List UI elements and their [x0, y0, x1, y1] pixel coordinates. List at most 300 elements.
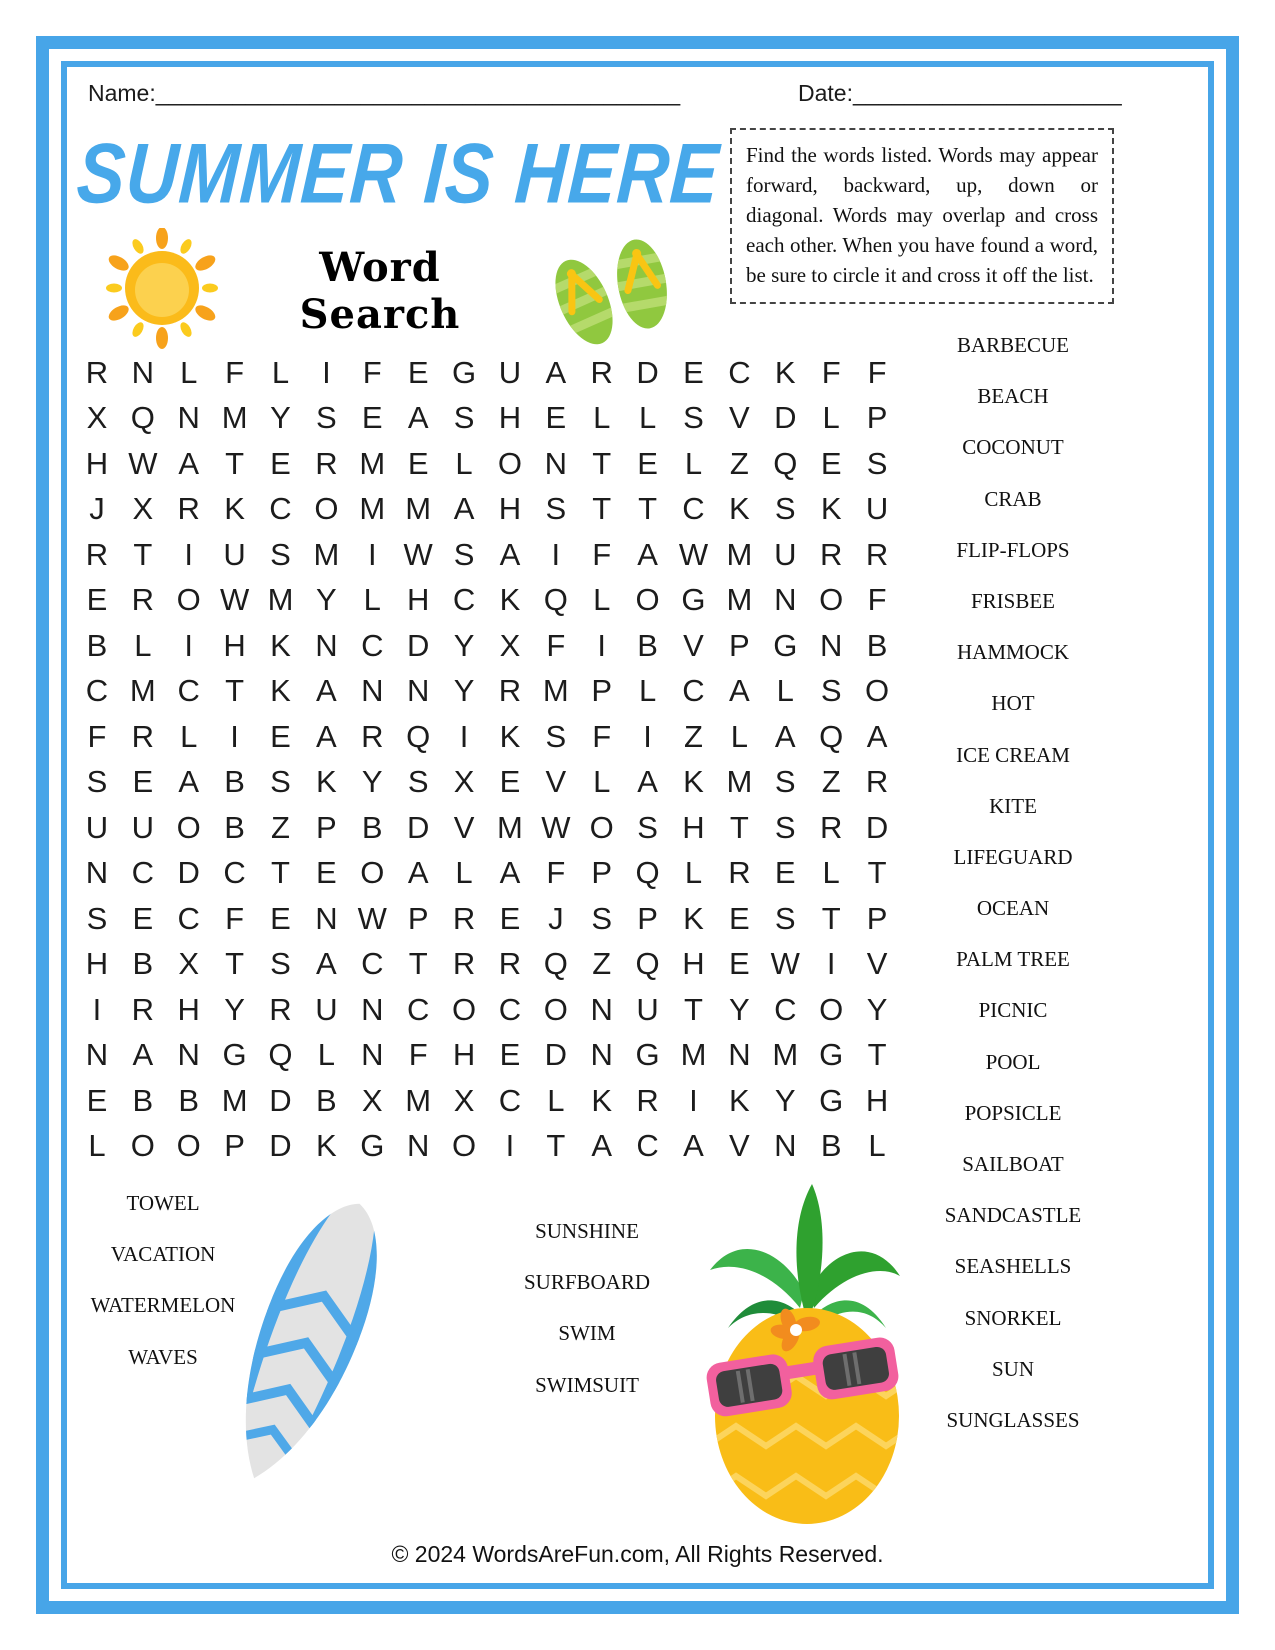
grid-letter: D — [269, 1128, 292, 1164]
grid-letter: U — [498, 354, 522, 390]
grid-letter: D — [177, 855, 200, 891]
grid-letter: Y — [224, 991, 245, 1027]
grid-letter: T — [408, 946, 428, 982]
grid-letter: V — [545, 764, 567, 800]
grid-letter: E — [729, 900, 750, 936]
grid-letter: N — [85, 1037, 109, 1073]
word-list-item: SEASHELLS — [954, 1254, 1072, 1279]
grid-letter: A — [316, 718, 337, 754]
grid-letter: T — [821, 900, 841, 936]
grid-letter: H — [682, 809, 705, 845]
grid-letter: U — [223, 536, 246, 572]
grid-letter: C — [682, 491, 705, 527]
grid-letter: E — [499, 1037, 521, 1073]
grid-letter: K — [774, 354, 796, 390]
grid-letter: L — [684, 855, 703, 891]
grid-letter: I — [826, 946, 836, 982]
grid-letter: I — [643, 718, 652, 754]
grid-letter: S — [774, 764, 796, 800]
grid-letter: M — [405, 1082, 432, 1118]
grid-letter: L — [134, 627, 152, 663]
grid-letter: H — [223, 627, 246, 663]
grid-letter: L — [822, 400, 840, 436]
grid-letter: O — [176, 1128, 201, 1164]
grid-letter: U — [131, 809, 155, 845]
grid-letter: T — [271, 855, 290, 891]
grid-letter: C — [498, 1082, 522, 1118]
grid-letter: D — [865, 809, 889, 845]
grid-letter: A — [499, 536, 521, 572]
word-list-item: SAILBOAT — [962, 1152, 1064, 1176]
grid-letter: B — [224, 764, 245, 800]
grid-letter: T — [592, 491, 612, 527]
grid-letter: G — [451, 354, 477, 390]
footer-credit: © 2024 WordsAreFun.com, All Rights Reserved. — [391, 1541, 884, 1567]
grid-letter: B — [178, 1082, 200, 1118]
grid-letter: P — [637, 900, 658, 936]
grid-letter: I — [551, 536, 561, 572]
grid-letter: C — [269, 491, 292, 527]
grid-letter: S — [591, 900, 613, 936]
grid-letter: X — [86, 400, 108, 436]
grid-letter: R — [452, 900, 476, 936]
grid-letter: V — [683, 627, 704, 663]
grid-letter: T — [133, 536, 153, 572]
grid-letter: K — [683, 764, 704, 800]
grid-letter: S — [866, 445, 888, 481]
grid-letter: Q — [773, 445, 798, 481]
grid-letter: N — [406, 1128, 430, 1164]
grid-letter: K — [270, 673, 291, 709]
word-list-item: SUN — [991, 1356, 1034, 1381]
grid-letter: X — [132, 491, 154, 527]
grid-letter: S — [270, 536, 291, 572]
grid-letter: M — [542, 673, 569, 709]
grid-letter: H — [865, 1082, 889, 1118]
grid-letter: L — [638, 673, 657, 709]
grid-letter: L — [271, 354, 290, 390]
grid-letter: B — [86, 627, 108, 663]
grid-letter: E — [86, 582, 108, 618]
grid-letter: D — [269, 1082, 292, 1118]
grid-letter: F — [87, 718, 107, 754]
grid-letter: Q — [819, 718, 844, 754]
grid-letter: W — [541, 809, 571, 845]
grid-letter: S — [86, 764, 108, 800]
grid-letter: E — [683, 354, 704, 390]
grid-letter: O — [451, 991, 477, 1027]
grid-letter: D — [406, 627, 430, 663]
word-list-item: FLIP-FLOPS — [956, 537, 1070, 562]
word-list-item: VACATION — [110, 1242, 216, 1267]
grid-letter: O — [130, 1128, 155, 1164]
grid-letter: N — [819, 627, 843, 663]
grid-letter: Z — [271, 809, 290, 845]
grid-letter: D — [544, 1037, 568, 1073]
grid-letter: R — [498, 673, 522, 709]
grid-letter: Q — [635, 855, 660, 891]
grid-letter: L — [593, 400, 611, 436]
grid-letter: N — [315, 900, 338, 936]
grid-letter: M — [680, 1037, 707, 1073]
grid-letter: O — [314, 491, 339, 527]
pineapple-sunglasses-illustration — [692, 1178, 914, 1526]
grid-letter: G — [681, 582, 706, 618]
grid-letter: L — [593, 764, 611, 800]
grid-letter: R — [315, 445, 338, 481]
grid-letter: F — [867, 582, 887, 618]
grid-letter: O — [864, 673, 890, 709]
grid-letter: B — [132, 1082, 154, 1118]
grid-letter: L — [180, 718, 198, 754]
word-list-item: SURFBOARD — [523, 1270, 651, 1295]
grid-letter: C — [177, 900, 200, 936]
grid-letter: M — [221, 400, 248, 436]
word-list-item: LIFEGUARD — [953, 844, 1073, 869]
grid-letter: L — [730, 718, 748, 754]
grid-letter: L — [88, 1128, 106, 1164]
grid-letter: F — [225, 354, 245, 390]
grid-letter: Z — [821, 764, 841, 800]
grid-letter: S — [545, 491, 567, 527]
grid-letter: W — [128, 445, 158, 481]
grid-letter: K — [729, 1082, 750, 1118]
grid-letter: M — [313, 536, 340, 572]
grid-letter: Q — [406, 718, 431, 754]
grid-letter: Y — [774, 1082, 796, 1118]
grid-letter: I — [505, 1128, 515, 1164]
grid-letter: P — [591, 673, 613, 709]
grid-letter: I — [92, 991, 102, 1027]
grid-letter: R — [865, 536, 889, 572]
word-list-item: HOT — [991, 691, 1035, 716]
grid-letter: M — [726, 582, 753, 618]
grid-letter: F — [821, 354, 841, 390]
grid-letter: E — [637, 445, 658, 481]
grid-letter: R — [819, 809, 843, 845]
word-list-item: TOWEL — [126, 1191, 200, 1215]
grid-letter: N — [590, 991, 613, 1027]
grid-letter: P — [591, 855, 613, 891]
word-list-item: SWIMSUIT — [535, 1372, 639, 1397]
grid-letter: C — [361, 627, 384, 663]
grid-letter: C — [728, 354, 751, 390]
name-blank-line: _________________________________________ — [155, 80, 681, 106]
word-list-item: COCONUT — [962, 435, 1064, 460]
grid-letter: T — [729, 809, 749, 845]
grid-letter: T — [592, 445, 612, 481]
grid-letter: N — [590, 1037, 613, 1073]
grid-letter: A — [637, 764, 658, 800]
grid-letter: Y — [270, 400, 291, 436]
grid-letter: H — [177, 991, 200, 1027]
grid-letter: Q — [130, 400, 155, 436]
grid-letter: S — [545, 718, 567, 754]
grid-letter: Y — [729, 991, 750, 1027]
grid-letter: F — [546, 855, 566, 891]
grid-letter: I — [689, 1082, 698, 1118]
grid-letter: C — [774, 991, 797, 1027]
grid-letter: P — [866, 900, 888, 936]
grid-letter: G — [635, 1037, 660, 1073]
grid-letter: T — [867, 1037, 887, 1073]
grid-letter: F — [408, 1037, 428, 1073]
word-list-item: PICNIC — [978, 998, 1048, 1023]
grid-letter: V — [453, 809, 475, 845]
grid-letter: C — [131, 855, 155, 891]
grid-letter: I — [459, 718, 469, 754]
word-list-item: KITE — [989, 793, 1037, 818]
grid-letter: A — [774, 718, 796, 754]
grid-letter: K — [499, 718, 521, 754]
word-list-item: HAMMOCK — [956, 640, 1069, 665]
grid-letter: A — [316, 673, 337, 709]
grid-letter: U — [774, 536, 797, 572]
grid-letter: S — [453, 400, 475, 436]
grid-letter: A — [683, 1128, 704, 1164]
grid-letter: L — [776, 673, 794, 709]
grid-letter: O — [819, 991, 844, 1027]
grid-letter: E — [820, 445, 842, 481]
grid-letter: T — [867, 855, 887, 891]
grid-letter: L — [180, 354, 198, 390]
grid-letter: Q — [635, 946, 660, 982]
grid-letter: R — [131, 991, 155, 1027]
grid-letter: V — [729, 400, 750, 436]
grid-letter: N — [406, 673, 430, 709]
grid-letter: D — [406, 809, 430, 845]
grid-letter: T — [225, 445, 245, 481]
grid-letter: C — [223, 855, 246, 891]
grid-letter: W — [357, 900, 387, 936]
grid-letter: J — [548, 900, 564, 936]
grid-letter: O — [589, 809, 614, 845]
grid-letter: O — [497, 445, 522, 481]
word-list-item: SANDCASTLE — [944, 1203, 1082, 1228]
grid-letter: B — [132, 946, 154, 982]
grid-letter: B — [637, 627, 658, 663]
grid-letter: C — [406, 991, 430, 1027]
grid-letter: R — [85, 536, 109, 572]
grid-letter: K — [683, 900, 704, 936]
word-list-item: WAVES — [128, 1344, 198, 1369]
grid-letter: K — [316, 764, 337, 800]
grid-letter: E — [270, 445, 291, 481]
grid-letter: L — [455, 855, 473, 891]
grid-letter: Q — [543, 946, 568, 982]
grid-letter: C — [177, 673, 200, 709]
grid-letter: H — [682, 946, 705, 982]
grid-letter: M — [497, 809, 523, 845]
word-list-right — [903, 320, 1123, 1446]
grid-letter: Z — [684, 718, 703, 754]
grid-letter: W — [770, 946, 800, 982]
word-list-item: BEACH — [977, 384, 1049, 409]
grid-letter: M — [267, 582, 294, 618]
grid-letter: Q — [268, 1037, 293, 1073]
grid-letter: S — [270, 946, 291, 982]
name-label: Name: — [88, 80, 156, 106]
name-row — [88, 80, 680, 107]
word-list-item: SNORKEL — [964, 1305, 1062, 1330]
grid-letter: R — [131, 718, 155, 754]
grid-letter: R — [728, 855, 751, 891]
grid-letter: R — [636, 1082, 659, 1118]
grid-letter: R — [865, 764, 889, 800]
grid-letter: I — [184, 536, 194, 572]
grid-letter: P — [729, 627, 750, 663]
grid-letter: A — [178, 764, 200, 800]
grid-letter: R — [177, 491, 200, 527]
grid-letter: E — [270, 718, 291, 754]
grid-letter: Y — [866, 991, 888, 1027]
grid-letter: R — [269, 991, 292, 1027]
grid-letter: C — [85, 673, 109, 709]
grid-letter: D — [636, 354, 659, 390]
grid-letter: S — [270, 764, 291, 800]
grid-letter: C — [682, 673, 705, 709]
grid-letter: N — [774, 582, 797, 618]
grid-letter: A — [178, 445, 200, 481]
grid-letter: Y — [316, 582, 337, 618]
grid-letter: R — [819, 536, 843, 572]
grid-letter: X — [453, 1082, 475, 1118]
grid-letter: Y — [361, 764, 383, 800]
grid-letter: S — [453, 536, 475, 572]
grid-letter: N — [361, 1037, 384, 1073]
grid-letter: U — [865, 491, 889, 527]
grid-letter: B — [866, 627, 888, 663]
grid-letter: V — [729, 1128, 750, 1164]
grid-letter: G — [222, 1037, 247, 1073]
grid-letter: A — [591, 1128, 613, 1164]
grid-letter: M — [129, 673, 156, 709]
sun-icon — [90, 228, 235, 350]
grid-letter: K — [224, 491, 245, 527]
word-list-item: ICE CREAM — [956, 742, 1070, 767]
grid-letter: T — [638, 491, 658, 527]
grid-letter: P — [316, 809, 337, 845]
grid-letter: M — [359, 445, 386, 481]
grid-letter: Y — [453, 673, 475, 709]
word-list-item: BARBECUE — [956, 333, 1069, 357]
grid-letter: X — [499, 627, 521, 663]
grid-letter: M — [359, 491, 386, 527]
grid-letter: J — [89, 491, 105, 527]
grid-letter: L — [363, 582, 381, 618]
grid-letter: O — [819, 582, 844, 618]
grid-letter: B — [224, 809, 245, 845]
word-list-item: OCEAN — [976, 896, 1050, 921]
grid-letter: A — [729, 673, 750, 709]
grid-letter: P — [224, 1128, 245, 1164]
grid-letter: O — [543, 991, 568, 1027]
grid-letter: B — [361, 809, 383, 845]
grid-letter: H — [498, 491, 522, 527]
grid-letter: I — [184, 627, 194, 663]
grid-letter: S — [774, 809, 796, 845]
grid-letter: C — [636, 1128, 659, 1164]
grid-letter: K — [499, 582, 521, 618]
word-list-item: WATERMELON — [90, 1293, 236, 1318]
grid-letter: M — [726, 764, 753, 800]
word-list-item: PALM TREE — [956, 947, 1070, 972]
grid-letter: Q — [543, 582, 568, 618]
grid-letter: U — [85, 809, 109, 845]
grid-letter: S — [86, 900, 108, 936]
grid-letter: X — [178, 946, 200, 982]
grid-letter: M — [405, 491, 432, 527]
grid-letter: K — [316, 1128, 337, 1164]
grid-letter: U — [636, 991, 659, 1027]
grid-letter: H — [406, 582, 430, 618]
grid-letter: Y — [453, 627, 475, 663]
grid-letter: L — [684, 445, 703, 481]
grid-letter: B — [316, 1082, 337, 1118]
grid-letter: F — [867, 354, 887, 390]
date-row — [798, 80, 1122, 107]
instructions-box: Find the words listed. Words may appear forward, backward, up, down or diagonal. Words may overlap and cross each other. When you have found a word, be sure to circle it and cross it off the list. — [730, 128, 1114, 304]
grid-letter: L — [547, 1082, 565, 1118]
grid-letter: N — [177, 400, 200, 436]
grid-letter: S — [683, 400, 704, 436]
grid-letter: H — [498, 400, 522, 436]
grid-letter: V — [866, 946, 888, 982]
grid-letter: C — [498, 991, 522, 1027]
page-title: SUMMER IS HERE — [74, 127, 723, 222]
word-list-item: POPSICLE — [964, 1100, 1062, 1125]
flip-flops-icon — [538, 226, 688, 354]
grid-letter: R — [85, 354, 109, 390]
grid-letter: E — [270, 900, 291, 936]
grid-letter: O — [635, 582, 660, 618]
grid-letter: F — [546, 627, 566, 663]
grid-letter: F — [592, 718, 612, 754]
grid-letter: A — [316, 946, 337, 982]
grid-letter: R — [590, 354, 613, 390]
grid-letter: G — [819, 1037, 844, 1073]
word-list-item: SWIM — [558, 1321, 616, 1346]
date-blank-line: _____________________ — [852, 80, 1122, 106]
grid-letter: W — [219, 582, 250, 618]
grid-letter: E — [774, 855, 796, 891]
grid-letter: T — [225, 946, 245, 982]
grid-letter: K — [270, 627, 291, 663]
grid-letter: D — [774, 400, 797, 436]
grid-letter: F — [362, 354, 382, 390]
grid-letter: F — [225, 900, 245, 936]
grid-letter: M — [726, 536, 753, 572]
grid-letter: S — [637, 809, 658, 845]
grid-letter: S — [407, 764, 429, 800]
grid-letter: M — [221, 1082, 248, 1118]
grid-letter: M — [772, 1037, 799, 1073]
grid-letter: N — [85, 855, 109, 891]
grid-letter: E — [316, 855, 337, 891]
grid-letter: A — [132, 1037, 154, 1073]
grid-letter: P — [407, 900, 429, 936]
word-list-item: SUNSHINE — [535, 1219, 639, 1243]
grid-letter: O — [360, 855, 385, 891]
grid-letter: H — [85, 445, 109, 481]
grid-letter: U — [315, 991, 338, 1027]
word-list-item: SUNGLASSES — [946, 1407, 1080, 1432]
grid-letter: L — [638, 400, 657, 436]
grid-letter: E — [86, 1082, 108, 1118]
date-label: Date: — [798, 80, 853, 106]
grid-letter: S — [774, 491, 796, 527]
grid-letter: N — [177, 1037, 200, 1073]
